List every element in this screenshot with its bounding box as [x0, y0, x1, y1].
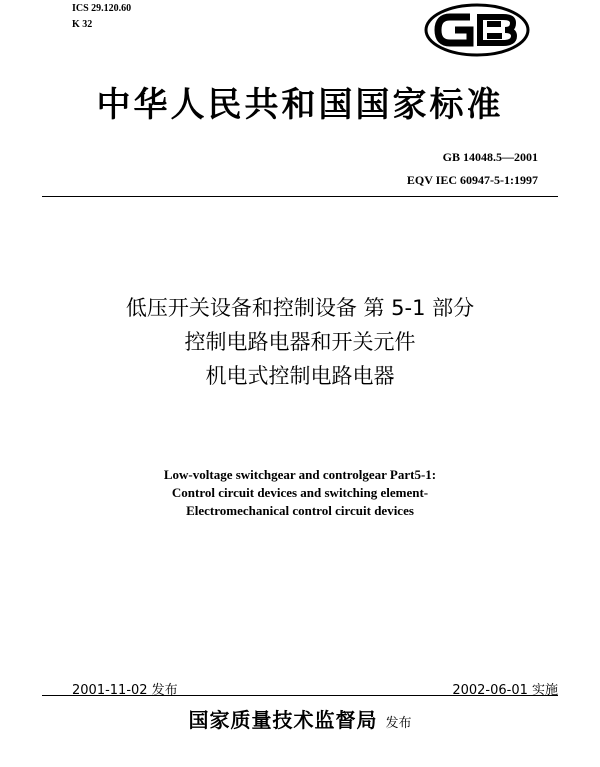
ics-code: ICS 29.120.60	[72, 3, 132, 14]
publisher-name: 国家质量技术监督局	[188, 710, 378, 732]
english-title-line-2: Control circuit devices and switching element-	[171, 485, 429, 500]
classification-code: K 32	[72, 19, 93, 30]
chinese-title-line-2: 控制电路电器和开关元件	[184, 330, 416, 354]
implementation-date: 2002-06-01 实施	[452, 683, 558, 698]
english-title-line-3: Electromechanical control circuit devices	[186, 503, 414, 518]
chinese-title-line-3: 机电式控制电路电器	[205, 364, 395, 388]
issue-date: 2001-11-02 发布	[72, 683, 178, 698]
gb-logo-graphic	[424, 3, 530, 57]
gb-logo	[424, 3, 530, 57]
top-divider	[42, 196, 558, 197]
equivalent-standard: EQV IEC 60947-5-1:1997	[406, 173, 538, 187]
publisher	[0, 706, 600, 739]
chinese-title-line-1: 低压开关设备和控制设备 第 5-1 部分	[125, 296, 475, 320]
national-standard-title: 中华人民共和国国家标准	[96, 87, 504, 124]
standard-number: GB 14048.5—2001	[442, 150, 538, 164]
english-title-line-1: Low-voltage switchgear and controlgear Part5-1:	[163, 467, 437, 482]
bottom-divider	[42, 695, 558, 696]
publisher-suffix: 发布	[385, 716, 412, 731]
